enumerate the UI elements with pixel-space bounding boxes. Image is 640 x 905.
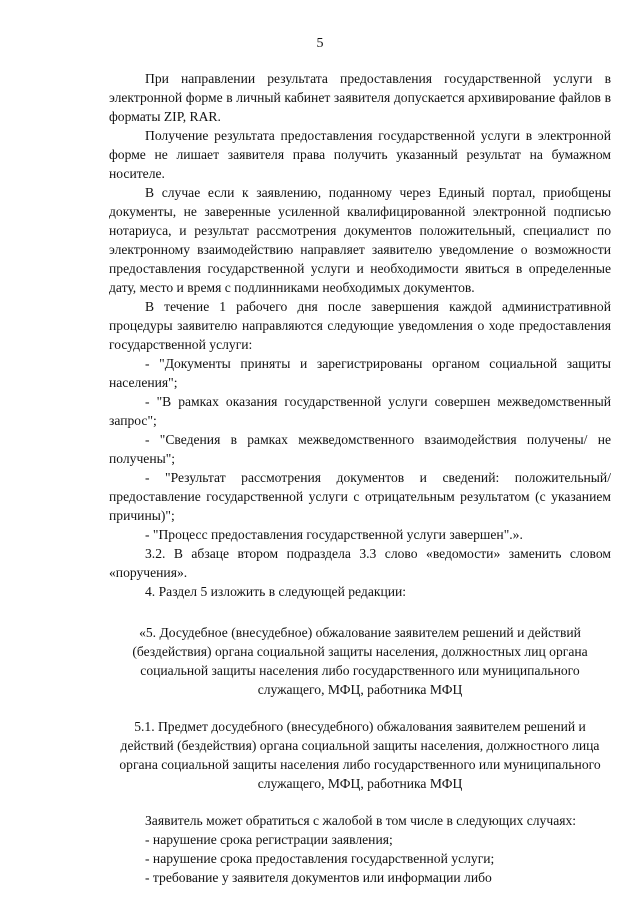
paragraph: 3.2. В абзаце втором подраздела 3.3 слово «ведомости» заменить словом «поручения».: [109, 546, 611, 580]
list-item: - "Сведения в рамках межведомственного взаимодействия получены/ не получены";: [109, 432, 611, 466]
paragraph: В случае если к заявлению, поданному через Единый портал, приобщены документы, не заверенные усиленной квалифицированной электронной подписью нотариуса, и результат рассмотрения документов положительный, специалист по электронному взаимодействию направляет заявителю уведомление о возможности предоставления государственной услуги и необходимости явиться в определенные дату, место и время с подлинниками необходимых документов.: [109, 185, 611, 295]
subsection-heading: 5.1. Предмет досудебного (внесудебного) обжалования заявителем решений и действий (бездействия) органа социальной защиты населения, должностного лица органа социальной защиты населения либо государственного или муниципального служащего, МФЦ, работника МФЦ: [119, 719, 601, 791]
document-body: [109, 69, 611, 887]
paragraph: В течение 1 рабочего дня после завершения каждой административной процедуры заявителю направляются следующие уведомления о ходе предоставления государственной услуги:: [109, 299, 611, 352]
list-item: - требование у заявителя документов или информации либо: [145, 870, 492, 885]
section-heading: «5. Досудебное (внесудебное) обжалование заявителем решений и действий (бездействия) органа социальной защиты населения, должностных лиц органа социальной защиты населения либо государственного или муниципального служащего, МФЦ, работника МФЦ: [132, 625, 588, 697]
list-item: - "Результат рассмотрения документов и сведений: положительный/ предоставление государственной услуги с отрицательным результатом (с указанием причины)";: [109, 470, 611, 523]
list-item: - "Документы приняты и зарегистрированы органом социальной защиты населения";: [109, 356, 611, 390]
page-number: 5: [316, 36, 324, 51]
list-item: - нарушение срока регистрации заявления;: [145, 832, 393, 847]
paragraph: 4. Раздел 5 изложить в следующей редакции:: [145, 584, 407, 599]
paragraph: Получение результата предоставления государственной услуги в электронной форме не лишает заявителя права получить указанный результат на бумажном носителе.: [109, 128, 611, 181]
paragraph: При направлении результата предоставления государственной услуги в электронной форме в личный кабинет заявителя допускается архивирование файлов в форматы ZIP, RAR.: [109, 71, 611, 124]
paragraph: Заявитель может обратиться с жалобой в том числе в следующих случаях:: [145, 813, 577, 828]
list-item: - нарушение срока предоставления государственной услуги;: [145, 851, 495, 866]
list-item: - "Процесс предоставления государственной услуги завершен".».: [145, 527, 523, 542]
list-item: - "В рамках оказания государственной услуги совершен межведомственный запрос";: [109, 394, 611, 428]
